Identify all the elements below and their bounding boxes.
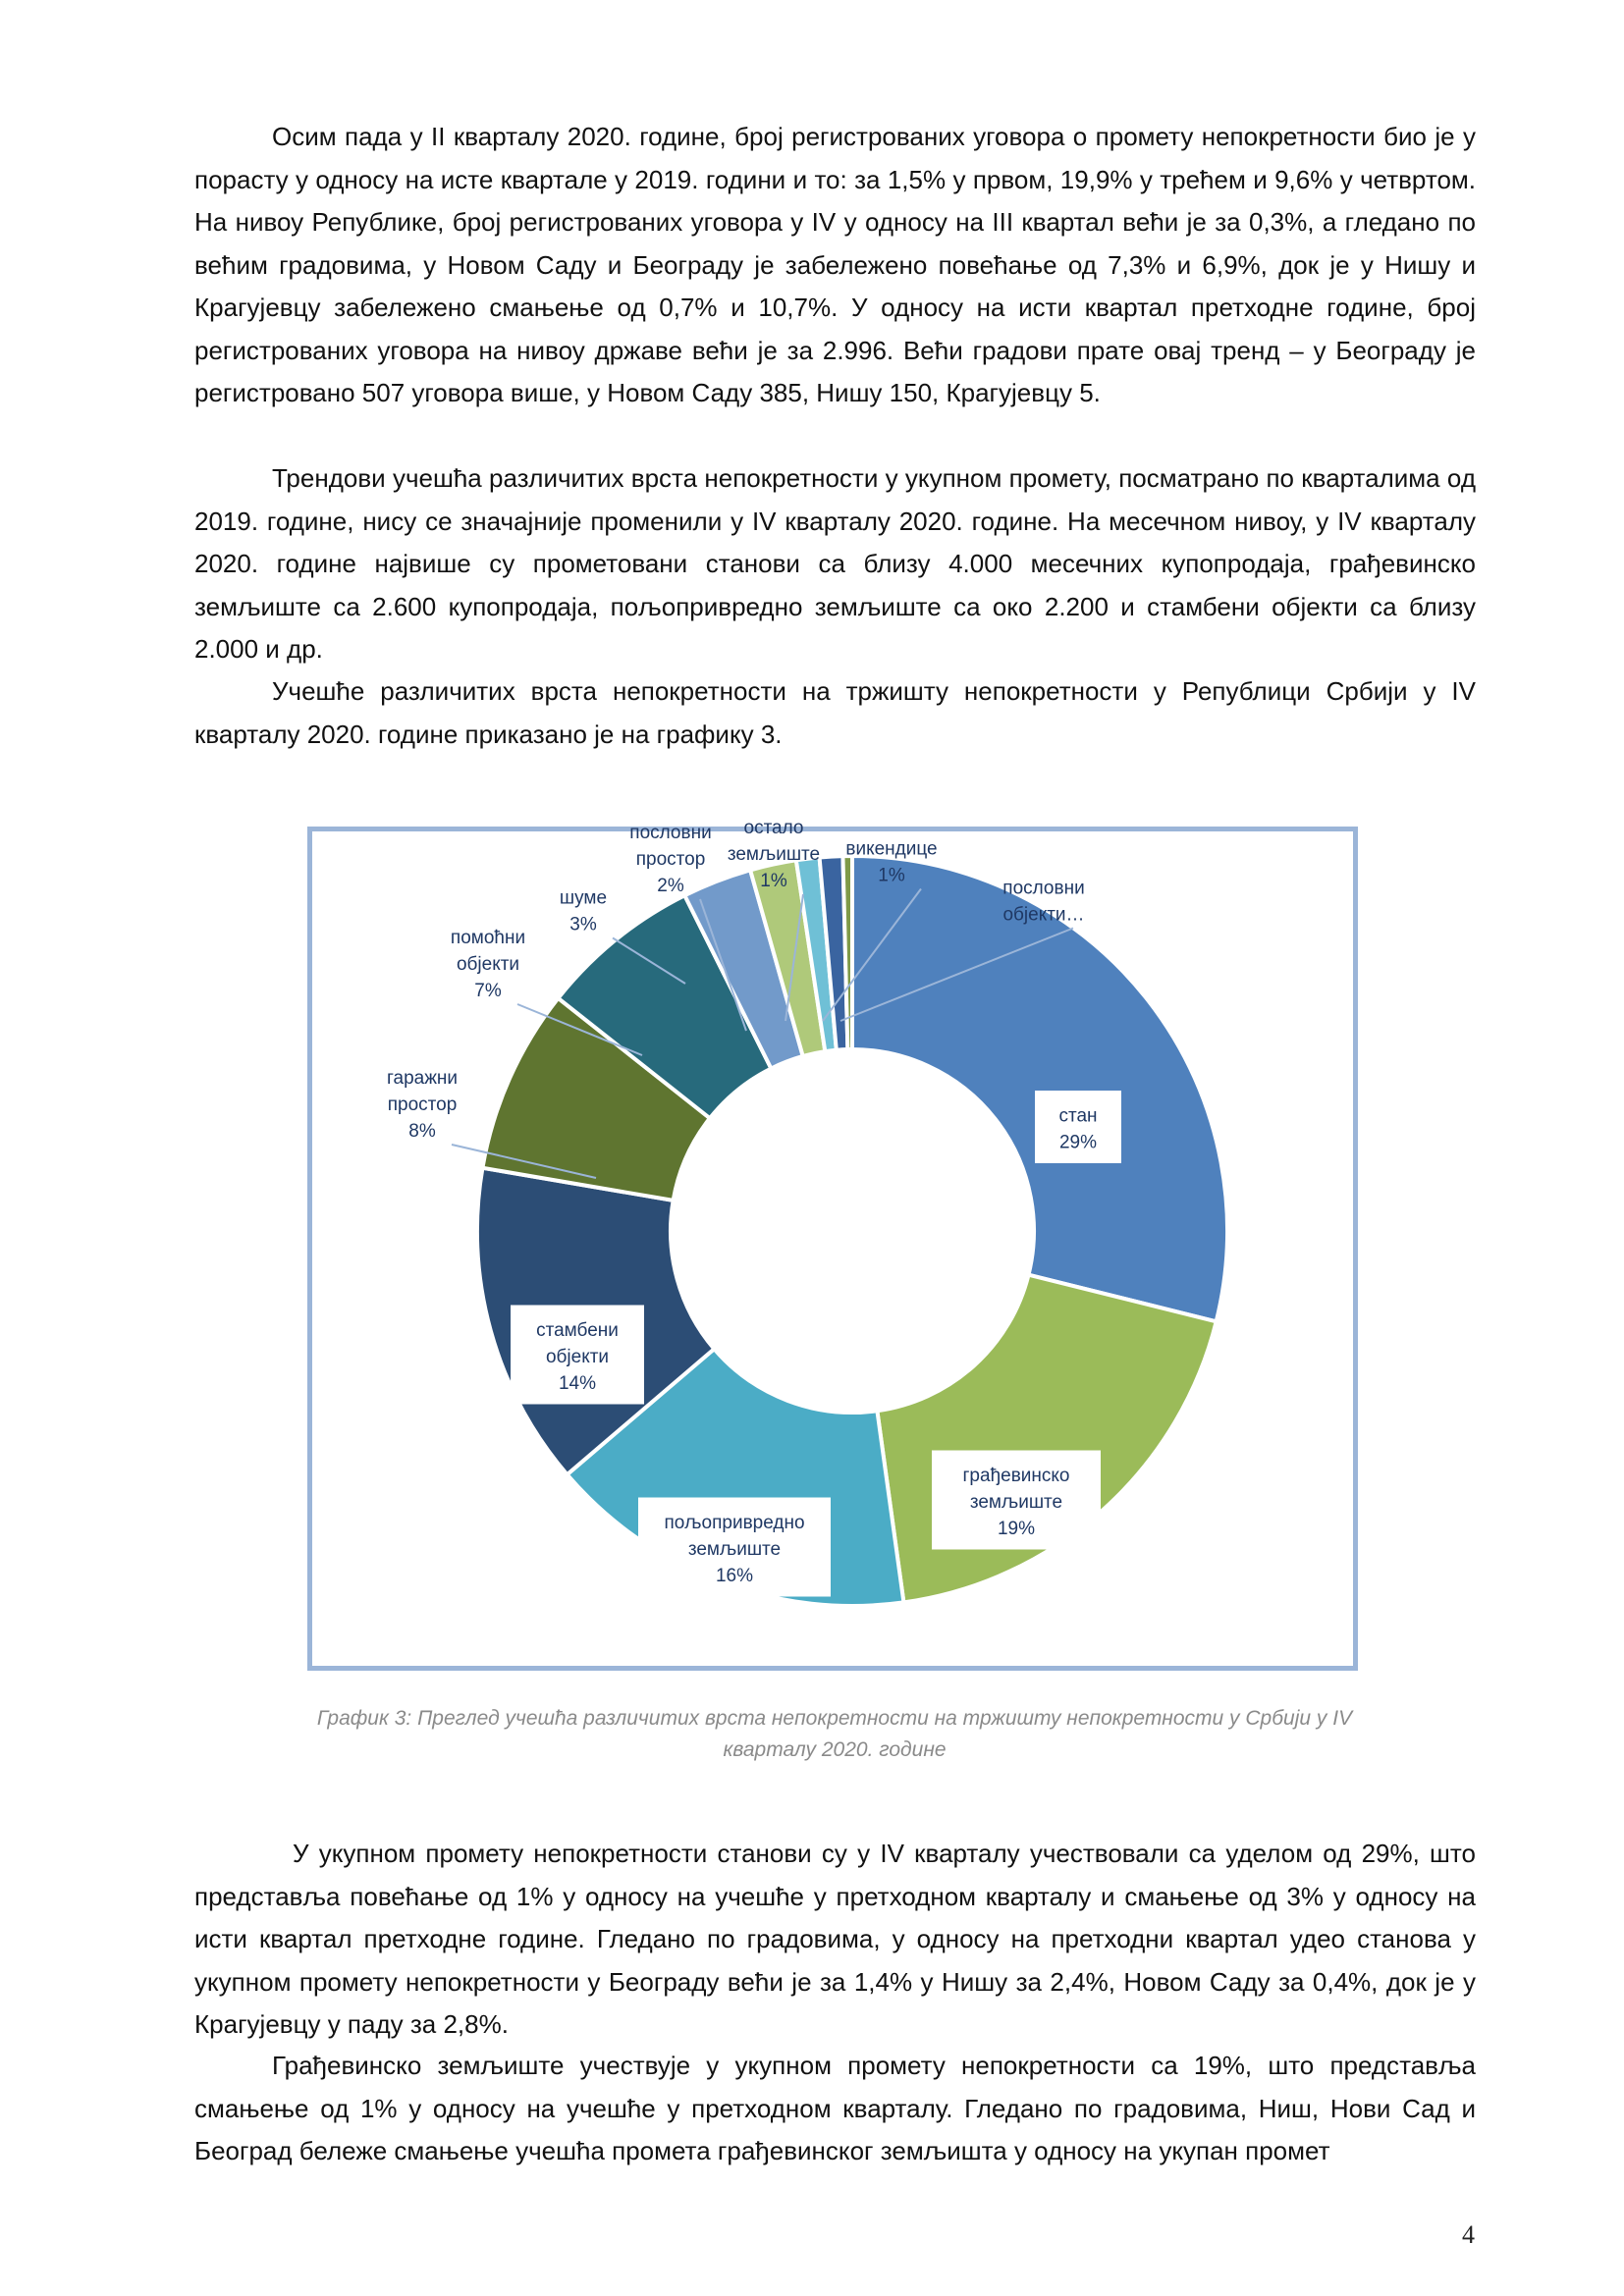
donut-slice xyxy=(852,856,1227,1321)
data-label: стан 29% xyxy=(1058,1105,1098,1153)
data-label: помоћни објекти 7% xyxy=(450,928,526,1001)
data-label: стамбени објекти 14% xyxy=(536,1320,619,1394)
data-label: гаражни простор 8% xyxy=(386,1068,459,1142)
data-label: грађевинско земљиште 19% xyxy=(962,1466,1070,1539)
data-label: викендице 1% xyxy=(845,838,938,886)
paragraph-4: У укупном промету непокретности станови су у IV кварталу учествовали са уделом од 29%, што представља повећање од 1% у односу на учешће у претходном кварталу и смањење од 3% у односу на исти квартал претходне године. Гледано по градовима, у односу на претходни квартал удео станова у укупном промету непокретности у Београду већи је за 1,4% у Нишу за 2,4%, Новом Саду за 0,4%, док је у Крагујевцу у паду за 2,8%. xyxy=(194,1839,1476,2039)
data-label: остало земљиште 1% xyxy=(727,818,821,891)
paragraph-3: Учешће различитих врста непокретности на тржишту непокретности у Републици Србији у IV кварталу 2020. године приказано је на графику 3. xyxy=(194,676,1476,749)
data-label: пољопривредно земљиште 16% xyxy=(664,1513,805,1586)
paragraph-2: Трендови учешћа различитих врста непокретности у укупном промету, посматрано по кварталима од 2019. године, нису се значајније променили у IV кварталу 2020. године. На месечном нивоу, у IV кварталу 2020. године највише су прометовани станови са близу 4.000 месечних купопродаја, грађевинско земљиште са 2.600 купопродаја, пољопривредно земљиште са око 2.200 и стамбени објекти са близу 2.000 и др. xyxy=(194,463,1476,664)
data-label: шуме 3% xyxy=(559,887,608,935)
chart-caption: График 3: Преглед учешћа различитих врста непокретности на тржишту непокретности у Србији у IV кварталу 2020. године xyxy=(316,1707,1353,1761)
data-label: пословни простор 2% xyxy=(629,823,712,896)
paragraph-5: Грађевинско земљиште учествује у укупном промету непокретности са 19%, што представља смањење од 1% у односу на учешће у претходном кварталу. Гледано по градовима, Ниш, Нови Сад и Београд бележе смањење учешћа промета грађевинског земљишта у односу на укупан промет xyxy=(194,2051,1476,2165)
paragraph-1: Осим пада у II кварталу 2020. године, број регистрованих уговора о промету непокретности био је у порасту у односу на исте квартале у 2019. години и то: за 1,5% у првом, 19,9% у трећем и 9,6% у четвртом. На нивоу Републике, број регистрованих уговора у IV у односу на III квартал већи је за 0,3%, а гледано по већим градовима, у Новом Саду и Београду је забележено повећање од 7,3% и 6,9%, док је у Нишу и Крагујевцу забележено смањење од 0,7% и 10,7%. У односу на исти квартал претходне године, број регистрованих уговора на нивоу државе већи је за 2.996. Већи градови прате овај тренд – у Београду је регистровано 507 уговора више, у Новом Саду 385, Нишу 150, Крагујевцу 5. xyxy=(194,122,1476,407)
data-label: пословни објекти… xyxy=(1002,878,1085,926)
donut-slice xyxy=(877,1275,1216,1603)
page-number: 4 xyxy=(1462,2220,1475,2249)
